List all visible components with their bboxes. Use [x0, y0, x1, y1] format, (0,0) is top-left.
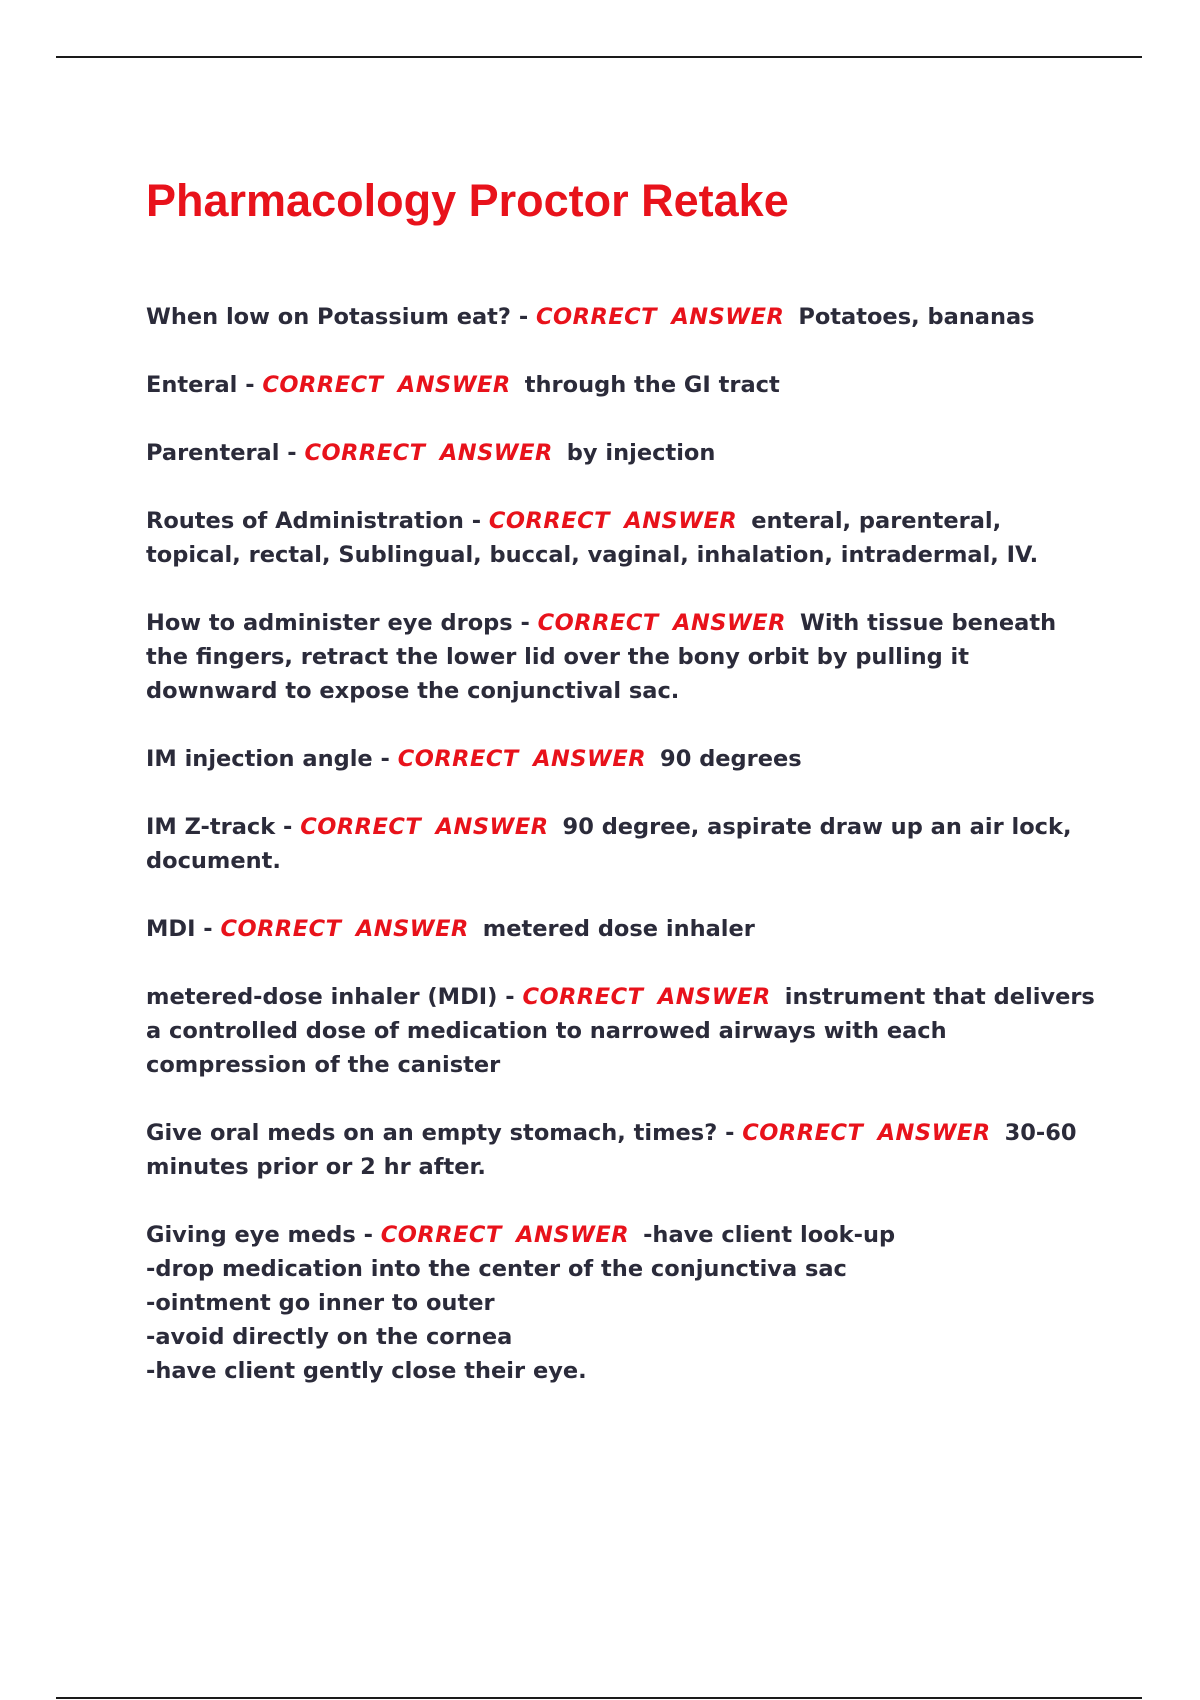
- answer-text: Potatoes, bananas: [798, 304, 1035, 330]
- qa-entry: [146, 436, 1096, 470]
- correct-answer-tag: CORRECT ANSWER: [380, 1222, 630, 1248]
- question-text: Giving eye meds: [146, 1222, 356, 1248]
- qa-list: [146, 300, 1096, 1422]
- answer-text: 90 degree, aspirate draw up an air lock, document.: [146, 814, 1072, 874]
- answer-text: With tissue beneath the fingers, retract the lower lid over the bony orbit by pulling it downward to expose the conjunctival sac.: [146, 610, 1057, 704]
- separator: -: [195, 916, 221, 942]
- question-text: MDI: [146, 916, 196, 942]
- answer-text: by injection: [566, 440, 716, 466]
- qa-entry: [146, 606, 1096, 708]
- correct-answer-tag: CORRECT ANSWER: [300, 814, 549, 840]
- correct-answer-tag: CORRECT ANSWER: [304, 440, 553, 466]
- question-text: metered-dose inhaler (MDI): [146, 984, 498, 1010]
- top-divider: [56, 56, 1142, 58]
- separator: -: [497, 984, 523, 1010]
- separator: -: [717, 1120, 743, 1146]
- separator: -: [275, 814, 301, 840]
- answer-text: metered dose inhaler: [482, 916, 755, 942]
- question-text: Routes of Administration: [146, 508, 464, 534]
- question-text: IM injection angle: [146, 746, 373, 772]
- separator: -: [512, 610, 538, 636]
- separator: -: [279, 440, 305, 466]
- qa-entry: [146, 810, 1096, 878]
- qa-entry: [146, 368, 1096, 402]
- correct-answer-tag: CORRECT ANSWER: [537, 610, 786, 636]
- answer-text: enteral, parenteral, topical, rectal, Sublingual, buccal, vaginal, inhalation, intradermal, IV.: [146, 508, 1039, 568]
- answer-text: -have client look-up -drop medication into the center of the conjunctiva sac -ointment go inner to outer -avoid directly on the cornea -have client gently close their eye.: [146, 1222, 896, 1384]
- separator: -: [463, 508, 489, 534]
- correct-answer-tag: CORRECT ANSWER: [397, 746, 647, 772]
- correct-answer-tag: CORRECT ANSWER: [742, 1120, 991, 1146]
- question-text: How to administer eye drops: [146, 610, 513, 636]
- answer-text: instrument that delivers a controlled dose of medication to narrowed airways with each compression of the canister: [146, 984, 1095, 1078]
- question-text: Parenteral: [146, 440, 280, 466]
- correct-answer-tag: CORRECT ANSWER: [262, 372, 511, 398]
- qa-entry: [146, 300, 1096, 334]
- correct-answer-tag: CORRECT ANSWER: [220, 916, 469, 942]
- qa-entry: [146, 1218, 1096, 1388]
- answer-text: 30-60 minutes prior or 2 hr after.: [146, 1120, 1077, 1180]
- qa-entry: [146, 504, 1096, 572]
- qa-entry: [146, 980, 1096, 1082]
- separator: -: [237, 372, 263, 398]
- correct-answer-tag: CORRECT ANSWER: [522, 984, 771, 1010]
- qa-entry: [146, 1116, 1096, 1184]
- separator: -: [372, 746, 398, 772]
- correct-answer-tag: CORRECT ANSWER: [488, 508, 738, 534]
- qa-entry: [146, 912, 1096, 946]
- question-text: Enteral: [146, 372, 238, 398]
- separator: -: [510, 304, 536, 330]
- correct-answer-tag: CORRECT ANSWER: [536, 304, 785, 330]
- qa-entry: [146, 742, 1096, 776]
- answer-text: through the GI tract: [524, 372, 780, 398]
- question-text: When low on Potassium eat?: [146, 304, 511, 330]
- question-text: IM Z-track: [146, 814, 276, 840]
- page-title: Pharmacology Proctor Retake: [146, 175, 789, 226]
- answer-text: 90 degrees: [660, 746, 802, 772]
- bottom-divider: [56, 1697, 1142, 1699]
- question-text: Give oral meds on an empty stomach, times?: [146, 1120, 718, 1146]
- separator: -: [355, 1222, 381, 1248]
